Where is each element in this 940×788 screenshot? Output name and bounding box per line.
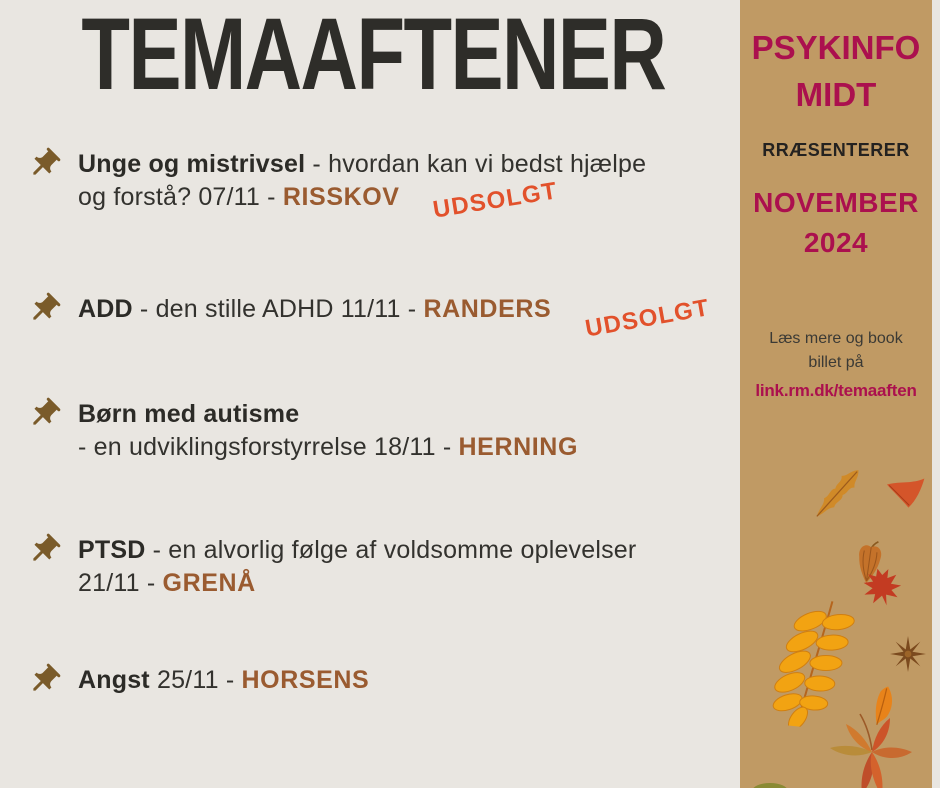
physalis-pod-icon (849, 538, 889, 588)
event-date: 25/11 - (149, 666, 242, 694)
month-year: 2024 (803, 227, 869, 258)
red-leaf-icon (884, 476, 929, 512)
event-add (26, 293, 712, 343)
brand-name (740, 24, 932, 118)
event-boern-med-autisme (26, 398, 578, 464)
event-line-2 (78, 431, 578, 464)
event-description: - hvordan kan vi bedst hjælpe (305, 150, 647, 178)
event-line-1 (78, 534, 636, 567)
rowan-branch-icon (761, 591, 870, 732)
event-line-1 (78, 664, 369, 697)
month-name: NOVEMBER (753, 187, 919, 218)
event-location: HORSENS (241, 666, 370, 694)
pushpin-icon (26, 396, 64, 434)
month-label (740, 183, 932, 263)
event-text (78, 398, 578, 464)
event-description: - en udviklingsforstyrrelse 18/11 - (78, 433, 459, 461)
event-location: HERNING (458, 433, 578, 461)
event-location: RISSKOV (282, 183, 400, 211)
event-topic: Angst (78, 666, 150, 694)
event-topic: Unge og mistrivsel (78, 150, 306, 178)
event-angst (26, 664, 369, 700)
event-topic: Børn med autisme (78, 400, 300, 428)
event-line-1 (78, 398, 578, 431)
event-line-2 (78, 567, 636, 600)
cta-line-2: billet på (808, 354, 864, 371)
brand-line-2: MIDT (795, 76, 877, 113)
event-description: - en alvorlig følge af voldsomme oplevelser (145, 536, 637, 564)
event-line-1 (78, 148, 646, 181)
event-text (78, 534, 636, 600)
sidebar (740, 0, 932, 788)
leaf-sliver-icon (750, 779, 790, 788)
event-date: 21/11 - (78, 569, 163, 597)
event-line-2 (78, 177, 646, 224)
booking-link[interactable]: link.rm.dk/temaaften (755, 381, 917, 400)
cta-text (740, 327, 932, 375)
pushpin-icon (26, 532, 64, 570)
pushpin-icon (26, 291, 64, 329)
event-description: - den stille ADHD 11/11 - (132, 295, 424, 323)
event-date: og forstå? 07/11 - (78, 183, 283, 211)
maple-leaf-icon (854, 561, 911, 613)
event-text (78, 148, 647, 224)
cta-line-1: Læs mere og book (769, 330, 903, 347)
soldout-stamp: UDSOLGT (583, 294, 712, 343)
event-location: GRENÅ (162, 569, 256, 597)
page-title: TEMAAFTENER (81, 0, 666, 111)
orange-leaf-icon (866, 682, 903, 731)
brand-line-1: PSYKINFO (751, 29, 921, 66)
event-ptsd (26, 534, 636, 600)
event-topic: ADD (78, 295, 133, 323)
pushpin-icon (26, 146, 64, 184)
star-anise-icon (890, 636, 926, 672)
event-line-1 (78, 293, 712, 343)
soldout-stamp: UDSOLGT (430, 177, 560, 224)
oak-leaf-icon (797, 453, 877, 534)
event-unge-og-mistrivsel (26, 148, 647, 224)
creeper-leaf-icon (826, 712, 918, 788)
pushpin-icon (26, 662, 64, 700)
event-topic: PTSD (78, 536, 146, 564)
event-text (78, 293, 712, 343)
presents-label: RRÆSENTERER (762, 140, 910, 160)
event-location: RANDERS (423, 295, 552, 323)
event-text (78, 664, 369, 697)
